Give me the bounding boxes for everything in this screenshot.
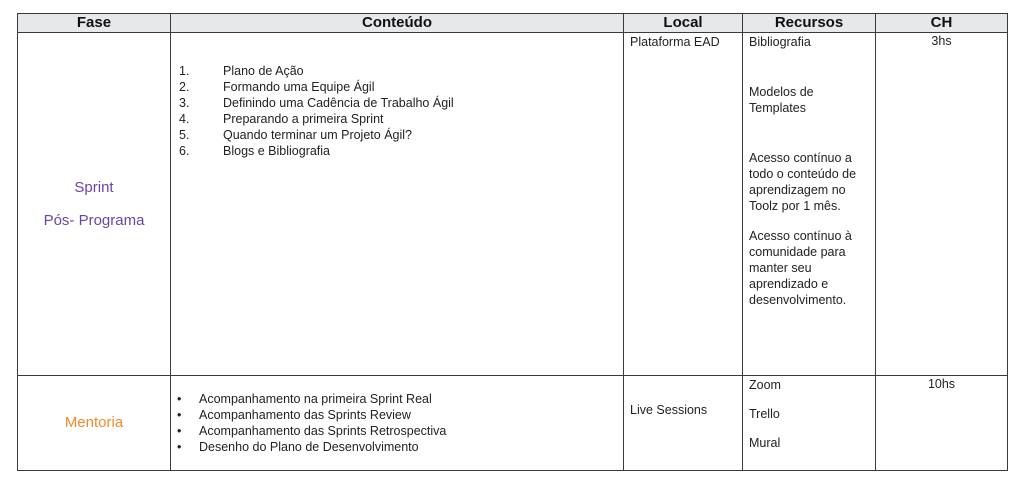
ch-cell: 3hs <box>876 33 1008 376</box>
bullet-icon: • <box>177 423 182 438</box>
recursos-list <box>743 376 875 451</box>
list-item <box>179 79 623 95</box>
list-item <box>177 407 623 423</box>
list-text: Preparando a primeira Sprint <box>223 112 384 126</box>
list-text: Definindo uma Cadência de Trabalho Ágil <box>223 96 454 110</box>
list-text: Desenho do Plano de Desenvolvimento <box>199 439 419 454</box>
header-conteudo: Conteúdo <box>171 14 624 33</box>
header-ch: CH <box>876 14 1008 33</box>
list-text: Blogs e Bibliografia <box>223 144 331 158</box>
recurso-item: Acesso contínuo à comunidade para manter seu aprendizado e desenvolvimento. <box>749 229 852 307</box>
local-text: Live Sessions <box>630 402 708 417</box>
list-text: Formando uma Equipe Ágil <box>223 80 375 94</box>
list-text: Acompanhamento das Sprints Retrospectiva <box>199 423 447 438</box>
list-item <box>179 63 623 79</box>
recursos-cell <box>743 33 876 376</box>
recurso-item: Modelos de Templates <box>749 85 814 115</box>
conteudo-cell <box>171 33 624 376</box>
list-item <box>179 95 623 111</box>
fase-label: Sprint <box>74 178 114 196</box>
header-local: Local <box>624 14 743 33</box>
local-cell <box>624 375 743 470</box>
list-item <box>177 391 623 407</box>
list-text: Plano de Ação <box>223 64 304 78</box>
bullet-icon: • <box>177 407 182 422</box>
list-number: 4. <box>179 112 190 126</box>
fase-label: Mentoria <box>64 414 124 432</box>
local-cell <box>624 33 743 376</box>
list-number: 3. <box>179 96 190 110</box>
list-item <box>179 143 623 159</box>
list-number: 5. <box>179 128 190 142</box>
recurso-item: Mural <box>749 435 781 450</box>
header-row <box>18 14 1008 33</box>
list-number: 6. <box>179 144 190 158</box>
list-text: Acompanhamento na primeira Sprint Real <box>199 391 432 406</box>
recurso-item: Trello <box>749 406 780 421</box>
list-text: Quando terminar um Projeto Ágil? <box>223 128 412 142</box>
recursos-cell <box>743 375 876 470</box>
course-table <box>17 13 1008 471</box>
header-recursos: Recursos <box>743 14 876 33</box>
list-item <box>179 111 623 127</box>
recurso-item: Bibliografia <box>749 35 811 49</box>
recursos-list <box>743 33 875 308</box>
list-item <box>177 423 623 439</box>
list-number: 1. <box>179 64 190 78</box>
list-item <box>179 127 623 143</box>
table-row <box>18 33 1008 376</box>
header-fase: Fase <box>18 14 171 33</box>
fase-sublabel: Pós- Programa <box>43 211 145 229</box>
fase-cell <box>18 33 171 376</box>
conteudo-cell <box>171 375 624 470</box>
recurso-item: Acesso contínuo a todo o conteúdo de aprendizagem no Toolz por 1 mês. <box>749 151 857 213</box>
list-item <box>177 439 623 455</box>
fase-cell <box>18 375 171 470</box>
conteudo-list <box>171 391 623 455</box>
list-text: Acompanhamento das Sprints Review <box>199 407 411 422</box>
local-text: Plataforma EAD <box>630 35 720 49</box>
list-number: 2. <box>179 80 190 94</box>
bullet-icon: • <box>177 439 182 454</box>
conteudo-list <box>171 33 623 159</box>
recurso-item: Zoom <box>749 377 781 392</box>
ch-cell: 10hs <box>876 375 1008 470</box>
bullet-icon: • <box>177 391 182 406</box>
table-row <box>18 375 1008 470</box>
